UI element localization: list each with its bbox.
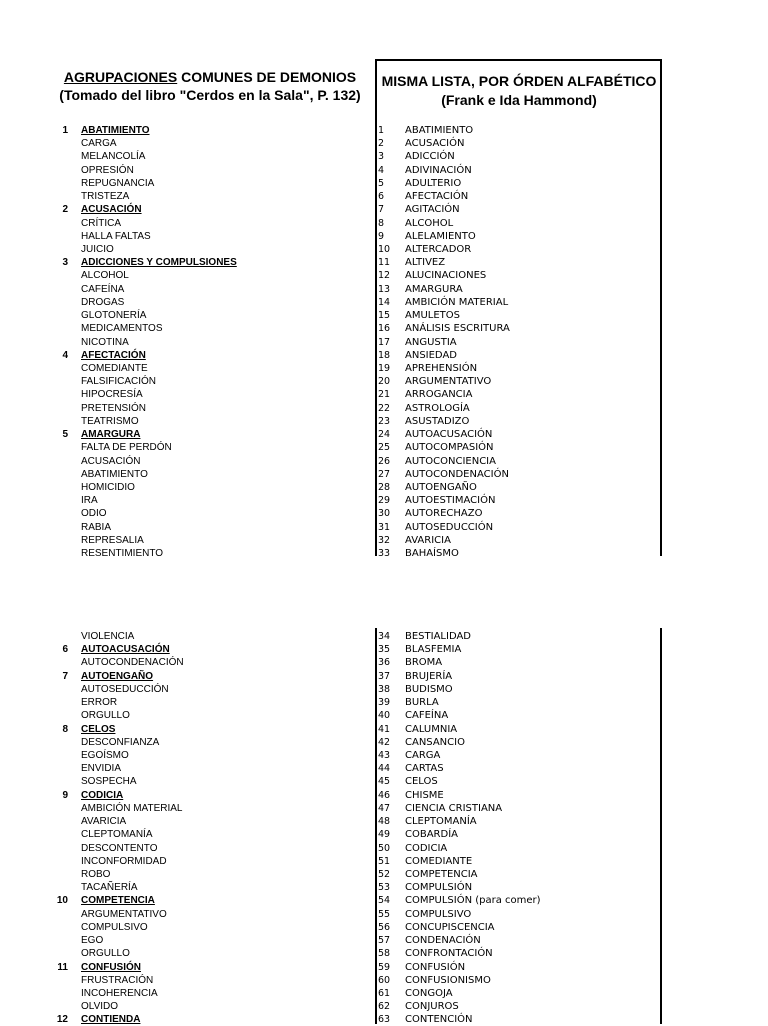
item-text: COMPULSIÓN <box>405 882 473 894</box>
item-number: 54 <box>378 895 391 907</box>
item-number: 23 <box>378 415 391 427</box>
item-number: 10 <box>378 244 391 255</box>
item-number: 43 <box>378 750 391 761</box>
item-number: 8 <box>62 723 68 735</box>
item-text: OPRESIÓN <box>81 164 134 176</box>
item-number: 63 <box>378 1014 391 1026</box>
item-number: 49 <box>378 829 391 841</box>
item-text: ADULTERIO <box>405 177 462 189</box>
item-text: COMPETENCIA <box>405 869 478 880</box>
item-number: 47 <box>378 802 391 814</box>
item-text: AFECTACIÓN <box>405 191 469 203</box>
item-text: COMPULSIVO <box>81 921 148 933</box>
item-number: 40 <box>378 710 391 722</box>
right-title-line1: MISMA LISTA, POR ÓRDEN ALFABÉTICO <box>381 73 657 89</box>
item-text: ACUSACIÓN <box>81 204 142 216</box>
item-text: ABATIMIENTO <box>405 125 474 136</box>
item-text: ALTIVEZ <box>405 257 446 269</box>
item-text: CONFUSIÓN <box>81 961 141 973</box>
item-number: 24 <box>378 429 391 441</box>
item-number: 41 <box>378 723 391 735</box>
item-number: 61 <box>378 987 391 999</box>
right-title <box>377 72 661 110</box>
item-text: CONJUROS <box>405 1001 459 1013</box>
item-text: ODIO <box>81 508 107 520</box>
item-number: 12 <box>56 1014 68 1026</box>
item-text: AUTOACUSACIÓN <box>81 644 170 656</box>
item-text: COMPULSIVO <box>405 908 472 920</box>
item-text: CONGOJA <box>405 987 453 999</box>
item-number: 57 <box>378 935 391 947</box>
item-text: JUICIO <box>81 244 114 255</box>
item-text: GLOTONERÍA <box>81 310 147 322</box>
item-text: IRA <box>81 495 98 507</box>
item-number: 19 <box>378 363 391 374</box>
item-text: ALCOHOL <box>81 270 129 282</box>
item-number: 36 <box>378 657 391 669</box>
item-text: AMBICIÓN MATERIAL <box>81 802 183 814</box>
item-text: REPUGNANCIA <box>81 177 155 189</box>
item-number: 7 <box>62 670 68 682</box>
item-text: CALUMNIA <box>405 723 458 735</box>
item-text: BROMA <box>405 657 443 669</box>
item-number: 13 <box>378 283 391 295</box>
item-text: ACUSACIÓN <box>81 455 141 467</box>
item-text: ADIVINACIÓN <box>405 164 472 176</box>
item-number: 32 <box>378 534 391 546</box>
item-text: OLVIDO <box>81 1001 119 1013</box>
item-number: 38 <box>378 683 391 695</box>
item-text: CRÍTICA <box>81 217 121 229</box>
item-text: CONFRONTACIÓN <box>405 948 493 960</box>
item-number: 17 <box>378 336 391 348</box>
item-text: AUTOENGAÑO <box>405 481 477 493</box>
item-number: 3 <box>62 257 68 269</box>
item-number: 28 <box>378 481 391 493</box>
item-text: CODICIA <box>81 789 124 801</box>
left-subtitle: (Tomado del libro "Cerdos en la Sala", P. 132) <box>59 87 361 103</box>
item-text: AVARICIA <box>81 816 127 828</box>
page2-right-divider <box>660 628 662 1024</box>
item-text: ADICCIONES Y COMPULSIONES <box>81 257 237 269</box>
item-number: 6 <box>62 644 68 656</box>
right-subtitle: (Frank e Ida Hammond) <box>441 92 597 108</box>
item-text: CAFEÍNA <box>405 710 449 722</box>
item-text: BAHAÍSMO <box>405 548 459 559</box>
item-text: AMULETOS <box>405 310 461 322</box>
item-text: MELANCOLÍA <box>81 151 146 163</box>
item-number: 37 <box>378 670 391 682</box>
item-text: CHISME <box>405 789 444 801</box>
item-number: 14 <box>378 296 391 308</box>
item-text: CARGA <box>81 138 117 150</box>
item-number: 58 <box>378 948 391 960</box>
item-number: 10 <box>56 895 68 907</box>
item-number: 60 <box>378 974 391 986</box>
item-text: ERROR <box>81 697 118 709</box>
item-text: TRISTEZA <box>81 191 130 203</box>
item-number: 48 <box>378 816 391 828</box>
item-text: ANSIEDAD <box>405 349 458 361</box>
item-number: 4 <box>378 164 385 176</box>
item-text: AUTORECHAZO <box>405 508 483 520</box>
item-text: COMEDIANTE <box>405 855 473 867</box>
item-number: 1 <box>378 125 385 136</box>
item-number: 8 <box>378 217 385 229</box>
item-number: 6 <box>378 191 385 203</box>
left-title-underlined: AGRUPACIONES <box>63 69 178 85</box>
item-number: 2 <box>378 138 385 150</box>
item-text: DESCONFIANZA <box>81 736 160 748</box>
item-text: HALLA FALTAS <box>81 230 151 242</box>
left-title <box>56 68 364 104</box>
item-text: CAFEÍNA <box>81 283 125 295</box>
item-text: BURLA <box>405 697 439 709</box>
item-text: AGITACIÓN <box>405 204 460 216</box>
item-text: ABATIMIENTO <box>81 125 150 136</box>
item-text: AUTOSEDUCCIÓN <box>81 683 169 695</box>
item-text: DROGAS <box>81 296 125 308</box>
item-text: APREHENSIÓN <box>405 363 478 374</box>
item-number: 12 <box>378 270 391 282</box>
item-text: CLEPTOMANÍA <box>81 829 153 841</box>
item-number: 3 <box>378 151 385 163</box>
item-text: COMPETENCIA <box>81 895 155 907</box>
item-number: 9 <box>378 230 385 242</box>
item-text: ANÁLISIS ESCRITURA <box>405 323 510 335</box>
item-text: DESCONTENTO <box>81 842 158 854</box>
item-number: 50 <box>378 842 391 854</box>
item-text: BRUJERÍA <box>405 670 453 682</box>
item-text: ABATIMIENTO <box>81 468 148 480</box>
item-number: 9 <box>62 789 68 801</box>
item-text: NICOTINA <box>81 336 129 348</box>
item-text: AUTOCONDENACIÓN <box>405 468 509 480</box>
item-text: AUTOESTIMACIÓN <box>405 495 496 507</box>
item-number: 26 <box>378 455 391 467</box>
item-number: 42 <box>378 736 391 748</box>
item-number: 5 <box>378 177 385 189</box>
item-number: 22 <box>378 402 391 414</box>
item-number: 4 <box>62 349 68 361</box>
item-text: INCOHERENCIA <box>81 987 158 999</box>
item-text: AUTOCOMPASIÓN <box>405 442 494 454</box>
item-number: 33 <box>378 548 391 559</box>
item-text: AVARICIA <box>405 534 451 546</box>
item-text: ARGUMENTATIVO <box>405 376 492 388</box>
item-number: 55 <box>378 908 391 920</box>
item-text: ALELAMIENTO <box>405 230 476 242</box>
item-text: AFECTACIÓN <box>81 349 146 361</box>
item-text: ALUCINACIONES <box>405 270 487 282</box>
item-text: ADICCIÓN <box>405 151 455 163</box>
item-number: 35 <box>378 644 391 656</box>
item-text: ARGUMENTATIVO <box>81 908 167 920</box>
item-number: 2 <box>62 204 68 216</box>
item-text: CONTENCIÓN <box>405 1014 473 1026</box>
item-text: CANSANCIO <box>405 736 465 748</box>
item-number: 59 <box>378 961 391 973</box>
item-text: COBARDÍA <box>405 829 458 841</box>
item-text: HIPOCRESÍA <box>81 389 143 401</box>
item-text: CARGA <box>405 750 441 761</box>
item-text: CONCUPISCENCIA <box>405 921 495 933</box>
item-number: 30 <box>378 508 391 520</box>
item-number: 45 <box>378 776 391 788</box>
left-title-rest: COMUNES DE DEMONIOS <box>177 69 357 85</box>
item-text: AUTOENGAÑO <box>81 670 154 682</box>
item-text: REPRESALIA <box>81 534 144 546</box>
item-text: SOSPECHA <box>81 776 137 788</box>
item-text: CONTIENDA <box>81 1014 141 1026</box>
item-text: ENVIDIA <box>81 763 122 775</box>
item-text: CODICIA <box>405 842 448 854</box>
item-number: 20 <box>378 376 391 388</box>
item-text: TEATRISMO <box>81 415 139 427</box>
item-text: HOMICIDIO <box>81 481 135 493</box>
item-number: 39 <box>378 697 391 709</box>
item-text: FRUSTRACIÓN <box>81 974 154 986</box>
item-text: ROBO <box>81 869 111 880</box>
item-text: AUTOACUSACIÓN <box>405 429 493 441</box>
item-text: CONFUSIÓN <box>405 961 466 973</box>
item-number: 31 <box>378 521 391 533</box>
item-text: CELOS <box>81 723 116 735</box>
item-number: 7 <box>378 204 385 216</box>
item-text: CONFUSIONISMO <box>405 974 491 986</box>
item-text: AUTOSEDUCCIÓN <box>405 521 494 533</box>
item-text: RABIA <box>81 521 112 533</box>
item-number: 15 <box>378 310 391 322</box>
item-number: 16 <box>378 323 391 335</box>
item-number: 51 <box>378 855 391 867</box>
page2-left-divider <box>375 628 377 1024</box>
item-text: ASUSTADIZO <box>405 415 470 427</box>
item-number: 18 <box>378 349 391 361</box>
item-text: CIENCIA CRISTIANA <box>405 802 503 814</box>
item-number: 62 <box>378 1001 391 1013</box>
item-text: COMEDIANTE <box>81 363 148 374</box>
item-text: RESENTIMIENTO <box>81 548 164 559</box>
item-number: 34 <box>378 631 391 642</box>
item-text: COMPULSIÓN (para comer) <box>405 895 541 907</box>
item-text: ACUSACIÓN <box>405 138 465 150</box>
item-text: ARROGANCIA <box>405 389 473 401</box>
item-number: 52 <box>378 869 391 880</box>
item-text: AMARGURA <box>405 283 463 295</box>
item-text: ASTROLOGÍA <box>405 402 470 414</box>
item-text: AMBICIÓN MATERIAL <box>405 296 509 308</box>
item-text: ORGULLO <box>81 948 130 960</box>
item-number: 21 <box>378 389 391 401</box>
item-number: 5 <box>62 429 68 441</box>
item-text: CLEPTOMANÍA <box>405 816 477 828</box>
item-number: 46 <box>378 789 391 801</box>
item-text: MEDICAMENTOS <box>81 323 163 335</box>
item-number: 11 <box>57 961 68 973</box>
item-text: BESTIALIDAD <box>405 631 472 642</box>
item-text: BLASFEMIA <box>405 644 462 656</box>
item-text: ANGUSTIA <box>405 336 457 348</box>
item-text: ORGULLO <box>81 710 130 722</box>
item-text: PRETENSIÓN <box>81 402 147 414</box>
item-text: EGOÍSMO <box>81 750 129 761</box>
item-number: 27 <box>378 468 391 480</box>
item-number: 11 <box>378 257 391 269</box>
item-number: 53 <box>378 882 391 894</box>
item-number: 1 <box>62 125 68 136</box>
item-text: EGO <box>81 935 104 947</box>
item-text: FALTA DE PERDÓN <box>81 442 172 454</box>
item-text: TACAÑERÍA <box>81 882 138 894</box>
item-text: AMARGURA <box>81 429 141 441</box>
item-text: CONDENACIÓN <box>405 935 481 947</box>
item-number: 25 <box>378 442 391 454</box>
item-text: AUTOCONCIENCIA <box>405 455 496 467</box>
item-text: ALCOHOL <box>405 217 454 229</box>
item-number: 44 <box>378 763 391 775</box>
item-text: FALSIFICACIÓN <box>81 376 157 388</box>
item-text: AUTOCONDENACIÓN <box>81 657 184 669</box>
item-text: CELOS <box>405 776 438 788</box>
item-text: INCONFORMIDAD <box>81 855 167 867</box>
item-number: 56 <box>378 921 391 933</box>
item-text: VIOLENCIA <box>81 631 135 642</box>
item-text: CARTAS <box>405 763 444 775</box>
item-text: ALTERCADOR <box>405 244 472 255</box>
item-text: BUDISMO <box>405 683 453 695</box>
item-number: 29 <box>378 495 391 507</box>
